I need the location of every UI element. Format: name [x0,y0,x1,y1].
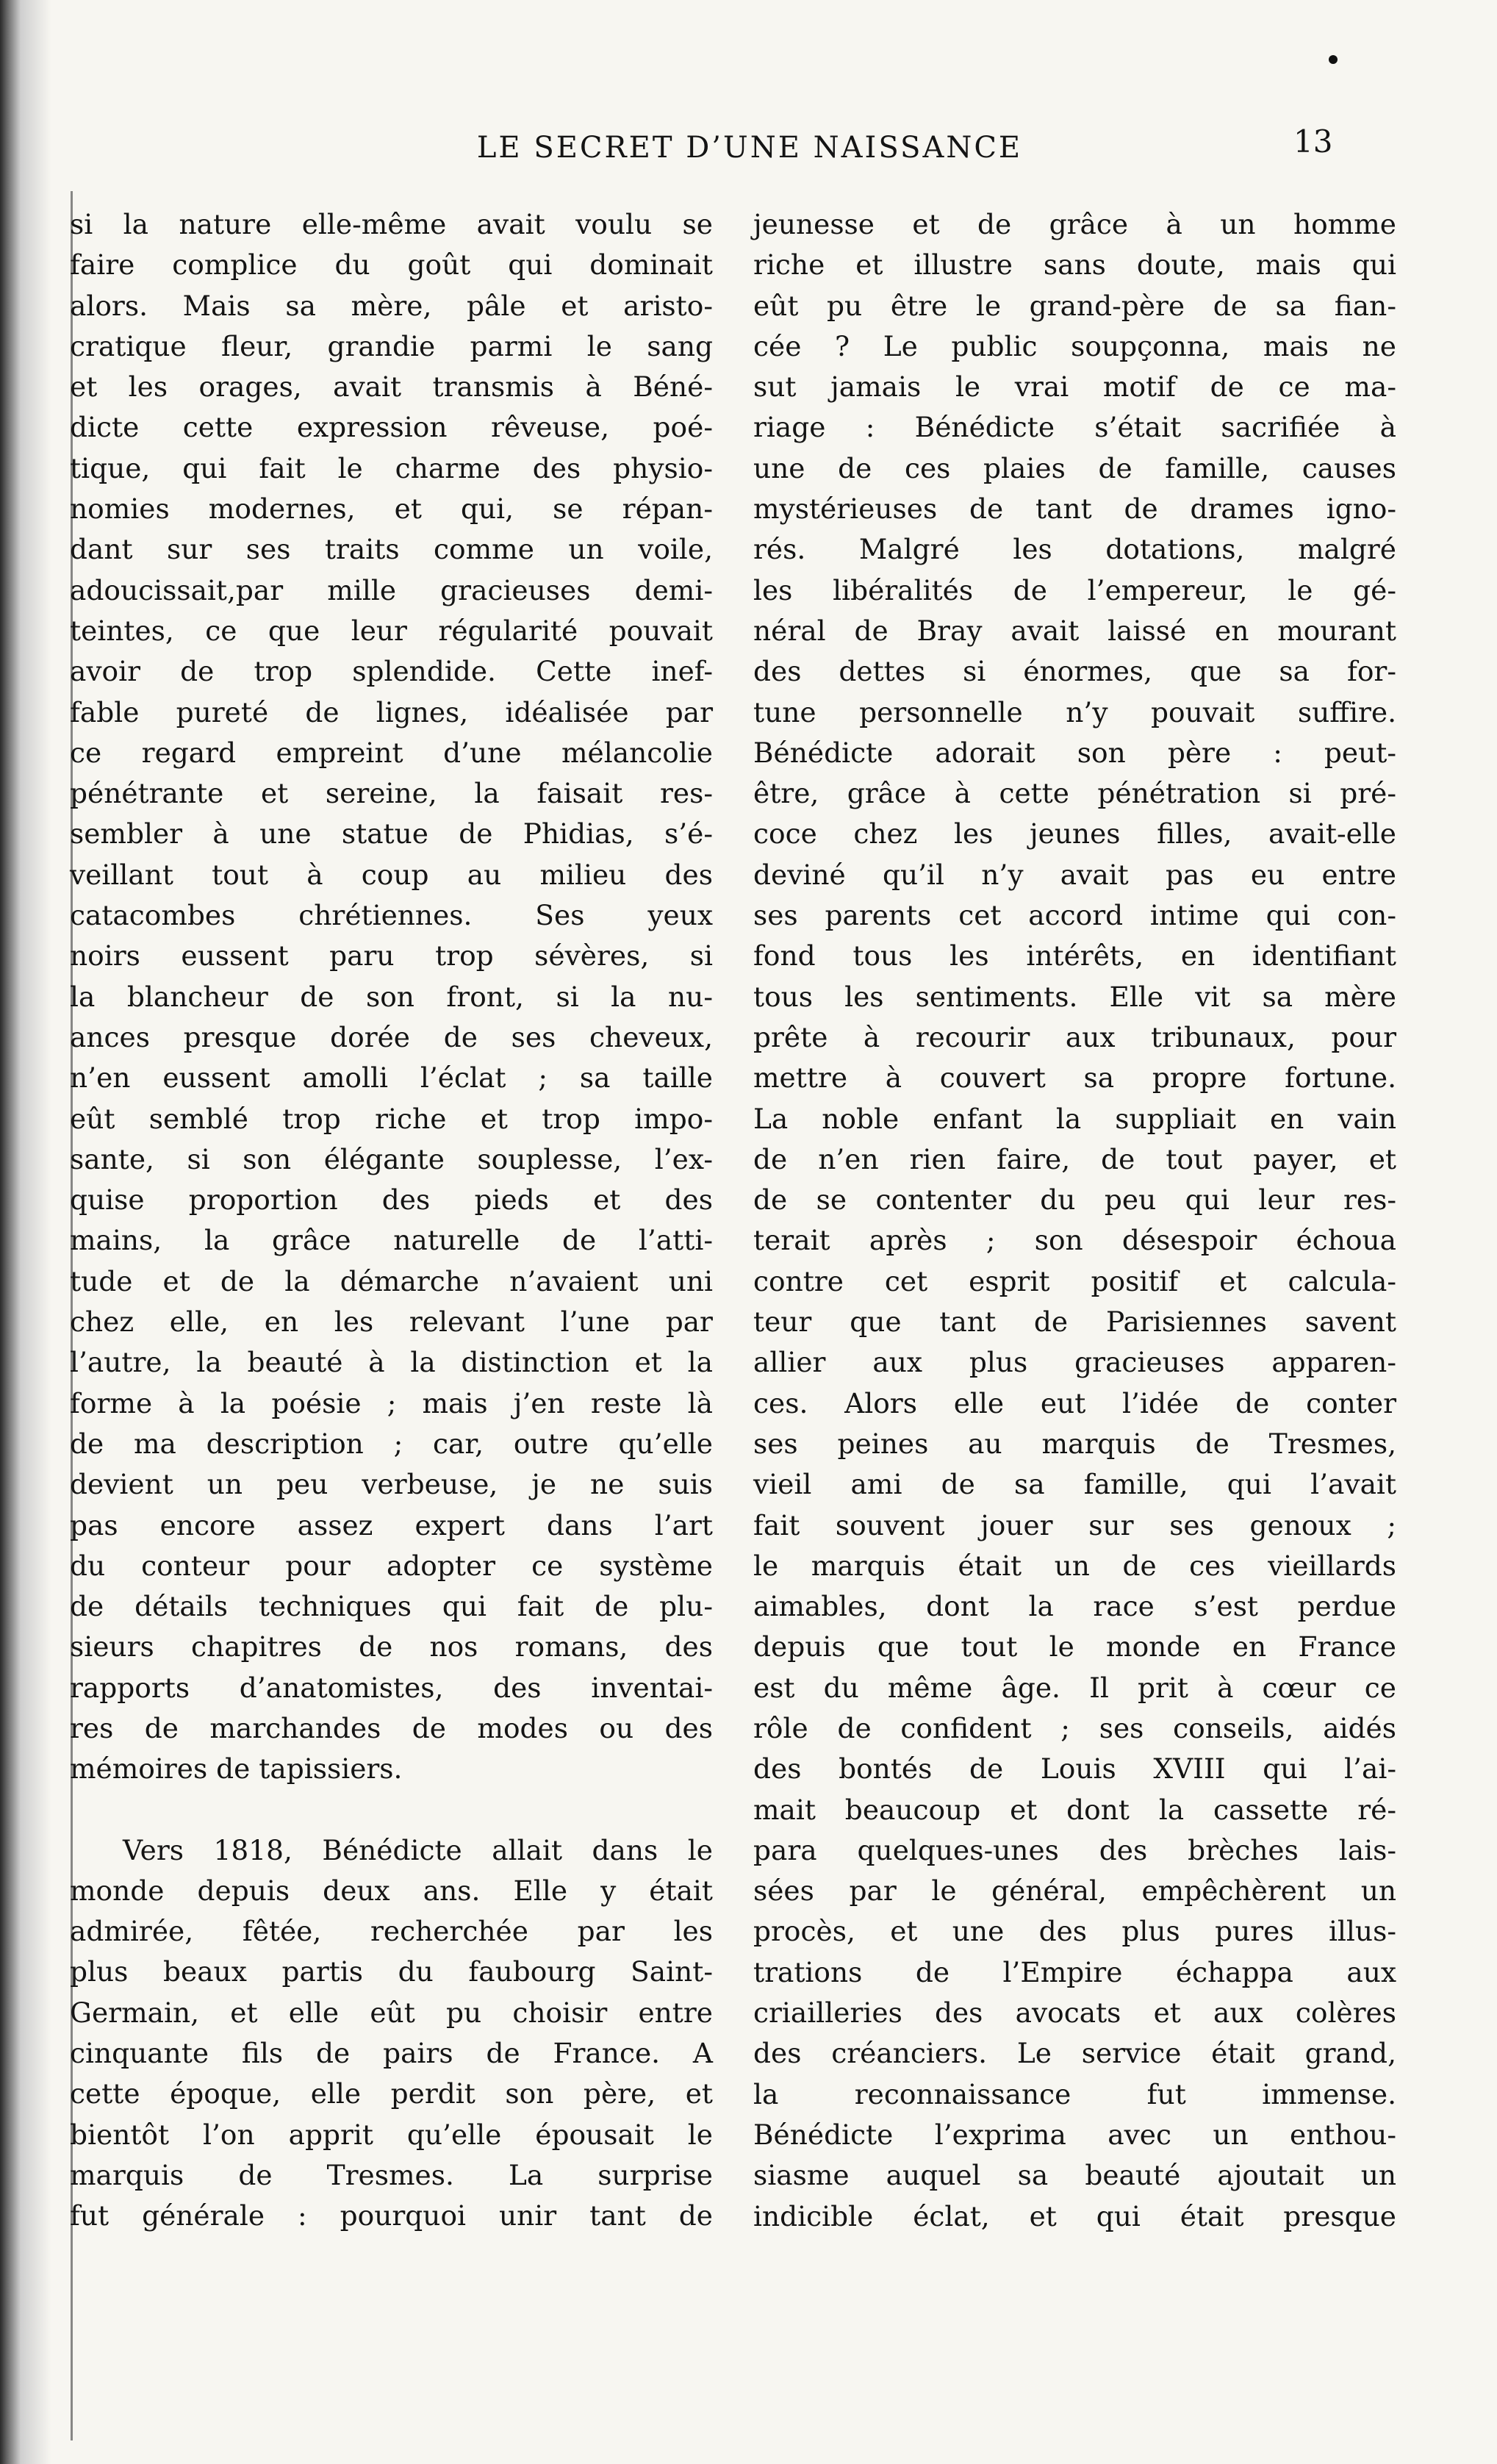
text-line: des créanciers. Le service était grand, [753,2037,1396,2070]
text-line: ces. Alors elle eut l’idée de conter [753,1386,1396,1419]
text-line: rés. Malgré les dotations, malgré [753,533,1396,566]
text-line: catacombes chrétiennes. Ses yeux [70,899,713,932]
text-line: plus beaux partis du faubourg Saint- [70,1955,713,1988]
text-line: riage : Bénédicte s’était sacrifiée à [753,411,1396,444]
text-line: cée ? Le public soupçonna, mais ne [753,329,1396,362]
text-line: faire complice du goût qui dominait [70,248,713,282]
text-line: devient un peu verbeuse, je ne suis [70,1468,713,1501]
text-line: eût semblé trop riche et trop impo- [70,1102,713,1135]
text-line: aimables, dont la race s’est perdue [753,1590,1396,1623]
text-line: noirs eussent paru trop sévères, si [70,939,713,973]
text-line: des dettes si énormes, que sa for- [753,655,1396,688]
text-line: tique, qui fait le charme des physio- [70,451,713,484]
text-line: para quelques-unes des brèches lais- [753,1833,1396,1866]
text-line: La noble enfant la suppliait en vain [753,1102,1396,1135]
text-line: dant sur ses traits comme un voile, [70,533,713,566]
text-line: siasme auquel sa beauté ajoutait un [753,2159,1396,2192]
text-line: Germain, et elle eût pu choisir entre [70,1996,713,2029]
text-line: fait souvent jouer sur ses genoux ; [753,1508,1396,1541]
page-number: 13 [1293,123,1333,160]
paragraph-gap [70,1790,713,1830]
text-line: la reconnaissance fut immense. [753,2077,1396,2110]
text-line: sante, si son élégante souplesse, l’ex- [70,1142,713,1175]
text-line: mait beaucoup et dont la cassette ré- [753,1793,1396,1826]
text-line: n’en eussent amolli l’éclat ; sa taille [70,1061,713,1095]
text-line: cratique fleur, grandie parmi le sang [70,329,713,362]
text-line: nomies modernes, et qui, se répan- [70,493,713,526]
text-line: admirée, fêtée, recherchée par les [70,1915,713,1948]
page-binding-shadow [0,0,51,2464]
text-line: fut générale : pourquoi unir tant de [70,2199,713,2232]
text-line: vieil ami de sa famille, qui l’avait [753,1468,1396,1501]
text-line: mystérieuses de tant de drames igno- [753,493,1396,526]
running-title: LE SECRET D’UNE NAISSANCE [476,131,1023,165]
right-column [753,204,1396,2237]
text-line: contre cet esprit positif et calcula- [753,1264,1396,1297]
text-line: fond tous les intérêts, en identifiant [753,939,1396,973]
text-line: sieurs chapitres de nos romans, des [70,1630,713,1663]
text-line: quise proportion des pieds et des [70,1183,713,1217]
text-line: Bénédicte adorait son père : peut- [753,736,1396,769]
text-line: de détails techniques qui fait de plu- [70,1590,713,1623]
text-line: res de marchandes de modes ou des [70,1711,713,1744]
text-line: monde depuis deux ans. Elle y était [70,1874,713,1907]
text-line: ances presque dorée de ses cheveux, [70,1020,713,1053]
text-line: teur que tant de Parisiennes savent [753,1306,1396,1339]
text-line: prête à recourir aux tribunaux, pour [753,1020,1396,1053]
text-line: si la nature elle-même avait voulu se [70,208,713,240]
text-line: le marquis était un de ces vieillards [753,1549,1396,1582]
text-line: une de ces plaies de famille, causes [753,451,1396,484]
text-line: forme à la poésie ; mais j’en reste là [70,1386,713,1419]
text-line: pas encore assez expert dans l’art [70,1508,713,1541]
text-line: riche et illustre sans doute, mais qui [753,248,1396,282]
text-line: tous les sentiments. Elle vit sa mère [753,980,1396,1013]
text-line: criailleries des avocats et aux colères [753,1996,1396,2030]
text-line: tude et de la démarche n’avaient uni [70,1264,713,1297]
text-line: mémoires de tapissiers. [70,1752,403,1786]
text-line: de se contenter du peu qui leur res- [753,1183,1396,1217]
text-line: sut jamais le vrai motif de ce ma- [753,370,1396,404]
text-line: terait après ; son désespoir échoua [753,1224,1396,1257]
text-line: sées par le général, empêchèrent un [753,1874,1396,1908]
text-line: procès, et une des plus pures illus- [753,1915,1396,1948]
text-line: tune personnelle n’y pouvait suffire. [753,695,1396,728]
text-line: adoucissait,par mille gracieuses demi- [70,573,713,606]
text-line: ses peines au marquis de Tresmes, [753,1427,1396,1460]
text-line: depuis que tout le monde en France [753,1630,1396,1663]
text-line: trations de l’Empire échappa aux [753,1955,1396,1988]
text-line: eût pu être le grand-père de sa fian- [753,289,1396,322]
text-line: sembler à une statue de Phidias, s’é- [70,817,713,850]
text-line: rapports d’anatomistes, des inventai- [70,1671,713,1704]
text-line: du conteur pour adopter ce système [70,1549,713,1582]
text-line: ce regard empreint d’une mélancolie [70,736,713,769]
left-column [70,204,713,2237]
text-line: veillant tout à coup au milieu des [70,858,713,891]
text-line: marquis de Tresmes. La surprise [70,2158,713,2191]
text-line: mettre à couvert sa propre fortune. [753,1061,1396,1095]
text-line: indicible éclat, et qui était presque [753,2199,1396,2232]
text-line: de n’en rien faire, de tout payer, et [753,1142,1396,1175]
ink-speck [1329,55,1338,64]
text-line: et les orages, avait transmis à Béné- [70,370,713,404]
text-line: les libéralités de l’empereur, le gé- [753,573,1396,606]
text-line: cinquante fils de pairs de France. A [70,2037,713,2070]
text-line: être, grâce à cette pénétration si pré- [753,777,1396,810]
text-line: dicte cette expression rêveuse, poé- [70,411,713,444]
text-line: ses parents cet accord intime qui con- [753,899,1396,932]
text-line: néral de Bray avait laissé en mourant [753,614,1396,647]
text-line: alors. Mais sa mère, pâle et aristo- [70,289,713,322]
text-line: teintes, ce que leur régularité pouvait [70,614,713,647]
text-line: est du même âge. Il prit à cœur ce [753,1671,1396,1704]
text-line: l’autre, la beauté à la distinction et la [70,1346,713,1379]
text-line: bientôt l’on apprit qu’elle épousait le [70,2118,713,2151]
text-line: Bénédicte l’exprima avec un enthou- [753,2118,1396,2151]
text-line: mains, la grâce naturelle de l’atti- [70,1224,713,1257]
text-line: fable pureté de lignes, idéalisée par [70,695,713,728]
text-line: coce chez les jeunes filles, avait-elle [753,817,1396,850]
text-line: allier aux plus gracieuses apparen- [753,1346,1396,1379]
text-line: cette époque, elle perdit son père, et [70,2077,713,2110]
text-line: avoir de trop splendide. Cette inef- [70,655,713,688]
text-line: la blancheur de son front, si la nu- [70,980,713,1013]
text-line: rôle de confident ; ses conseils, aidés [753,1711,1396,1744]
text-line: de ma description ; car, outre qu’elle [70,1427,713,1460]
text-line: deviné qu’il n’y avait pas eu entre [753,858,1396,891]
text-line: Vers 1818, Bénédicte allait dans le [123,1833,713,1866]
text-line: pénétrante et sereine, la faisait res- [70,777,713,810]
text-line: chez elle, en les relevant l’une par [70,1306,713,1339]
text-line: des bontés de Louis XVIII qui l’ai- [753,1752,1396,1786]
text-line: jeunesse et de grâce à un homme [753,208,1396,240]
